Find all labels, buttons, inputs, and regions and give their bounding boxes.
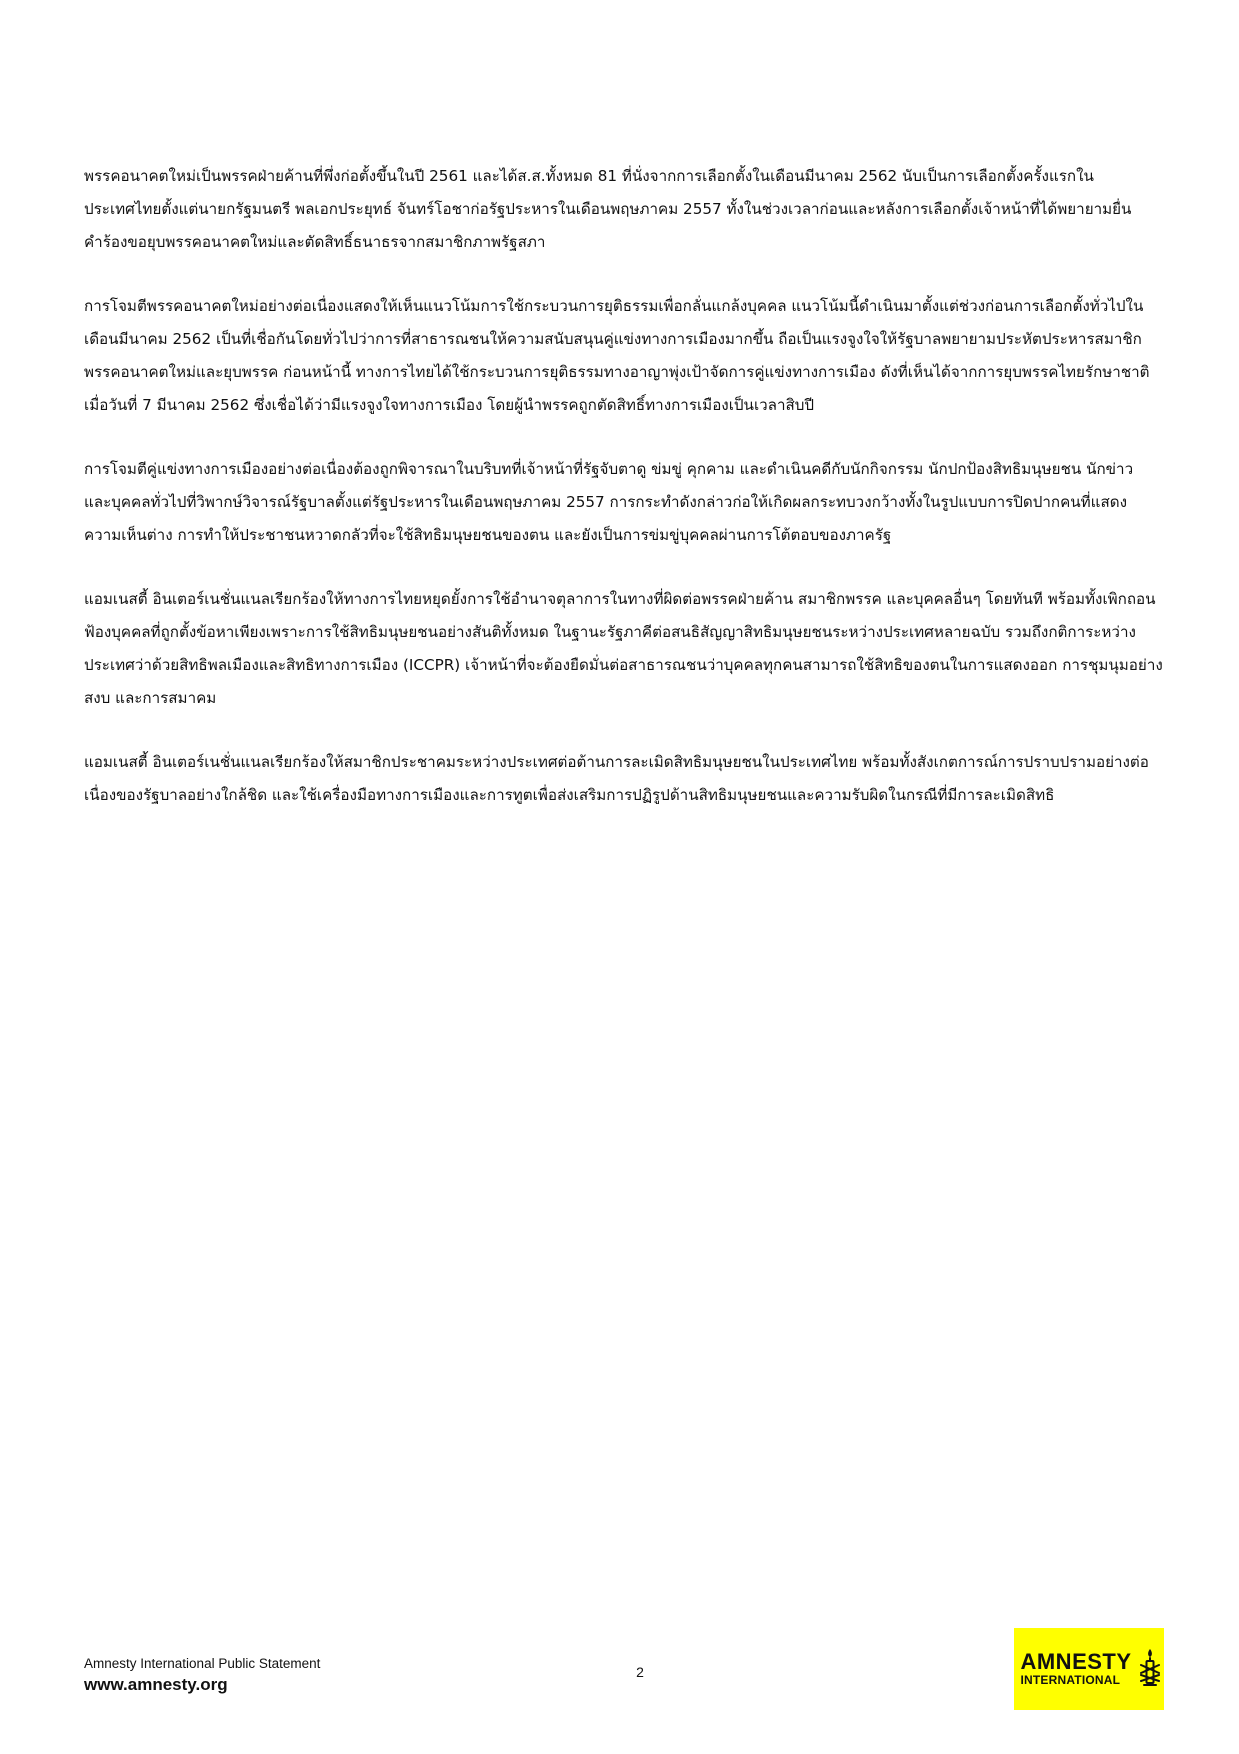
document-body xyxy=(84,160,1164,843)
amnesty-logo xyxy=(1014,1628,1164,1710)
paragraph-5: แอมเนสตี้ อินเตอร์เนชั่นแนลเรียกร้องให้สมาชิกประชาคมระหว่างประเทศต่อต้านการละเมิดสิทธิมนุษยชนในประเทศไทย พร้อมทั้งสังเกตการณ์การปราบปรามอย่างต่อเนื่องของรัฐบาลอย่างใกล้ชิด และใช้เครื่องมือทางการเมืองและการทูตเพื่อส่งเสริมการปฏิรูปด้านสิทธิมนุษยชนและความรับผิดในกรณีที่มีการละเมิดสิทธิ xyxy=(84,753,1149,804)
logo-text xyxy=(1020,1648,1132,1688)
paragraph-3: การโจมตีคู่แข่งทางการเมืองอย่างต่อเนื่องต้องถูกพิจารณาในบริบทที่เจ้าหน้าที่รัฐจับตาดู ข่มขู่ คุกคาม และดำเนินคดีกับนักกิจกรรม นักปกป้องสิทธิมนุษยชน นักข่าว และบุคคลทั่วไปที่วิพากษ์วิจารณ์รัฐบาลตั้งแต่รัฐประหารในเดือนพฤษภาคม 2557 การกระทำดังกล่าวก่อให้เกิดผลกระทบวงกว้างทั้งในรูปแบบการปิดปากคนที่แสดงความเห็นต่าง การทำให้ประชาชนหวาดกลัวที่จะใช้สิทธิมนุษยชนของตน และยังเป็นการข่มขู่บุคคลผ่านการโต้ตอบของภาครัฐ xyxy=(84,460,1134,544)
page-number: 2 xyxy=(636,1664,644,1680)
paragraph-4: แอมเนสตี้ อินเตอร์เนชั่นแนลเรียกร้องให้ทางการไทยหยุดยั้งการใช้อำนาจตุลาการในทางที่ผิดต่อพรรคฝ่ายค้าน สมาชิกพรรค และบุคคลอื่นๆ โดยทันที พร้อมทั้งเพิกถอนฟ้องบุคคลที่ถูกตั้งข้อหาเพียงเพราะการใช้สิทธิมนุษยชนอย่างสันติทั้งหมด ในฐานะรัฐภาคีต่อสนธิสัญญาสิทธิมนุษยชนระหว่างประเทศหลายฉบับ รวมถึงกติการะหว่างประเทศว่าด้วยสิทธิพลเมืองและสิทธิทางการเมือง (ICCPR) เจ้าหน้าที่จะต้องยืดมั่นต่อสาธารณชนว่าบุคคลทุกคนสามารถใช้สิทธิของตนในการแสดงออก การชุมนุมอย่างสงบ และการสมาคม xyxy=(84,590,1163,707)
paragraph-2: การโจมตีพรรคอนาคตใหม่อย่างต่อเนื่องแสดงให้เห็นแนวโน้มการใช้กระบวนการยุติธรรมเพื่อกลั่นแกล้งบุคคล แนวโน้มนี้ดำเนินมาตั้งแต่ช่วงก่อนการเลือกตั้งทั่วไปในเดือนมีนาคม 2562 เป็นที่เชื่อกันโดยทั่วไปว่าการที่สาธารณชนให้ความสนับสนุนคู่แข่งทางการเมืองมากขึ้น ถือเป็นแรงจูงใจให้รัฐบาลพยายามประหัตประหารสมาชิกพรรคอนาคตใหม่และยุบพรรค ก่อนหน้านี้ ทางการไทยได้ใช้กระบวนการยุติธรรมทางอาญาพุ่งเป้าจัดการคู่แข่งทางการเมือง ดังที่เห็นได้จากการยุบพรรคไทยรักษาชาติเมื่อวันที่ 7 มีนาคม 2562 ซึ่งเชื่อได้ว่ามีแรงจูงใจทางการเมือง โดยผู้นำพรรคถูกตัดสิทธิ์ทางการเมืองเป็นเวลาสิบปี xyxy=(84,297,1150,414)
paragraph-1: พรรคอนาคตใหม่เป็นพรรคฝ่ายค้านที่พึ่งก่อตั้งขึ้นในปี 2561 และได้ส.ส.ทั้งหมด 81 ที่นั่งจากการเลือกตั้งในเดือนมีนาคม 2562 นับเป็นการเลือกตั้งครั้งแรกในประเทศไทยตั้งแต่นายกรัฐมนตรี พลเอกประยุทธ์ จันทร์โอชาก่อรัฐประหารในเดือนพฤษภาคม 2557 ทั้งในช่วงเวลาก่อนและหลังการเลือกตั้งเจ้าหน้าที่ได้พยายามยื่นคำร้องขอยุบพรรคอนาคตใหม่และตัดสิทธิ์ธนาธรจากสมาชิกภาพรัฐสภา xyxy=(84,167,1132,251)
logo-line-international: INTERNATIONAL xyxy=(1020,1672,1121,1687)
footer-url-link[interactable]: www.amnesty.org xyxy=(84,1675,228,1694)
logo-line-amnesty: AMNESTY xyxy=(1020,1648,1132,1674)
footer xyxy=(84,1655,320,1697)
footer-title: Amnesty International Public Statement xyxy=(84,1656,321,1671)
candle-barbed-wire-icon xyxy=(1138,1647,1162,1691)
